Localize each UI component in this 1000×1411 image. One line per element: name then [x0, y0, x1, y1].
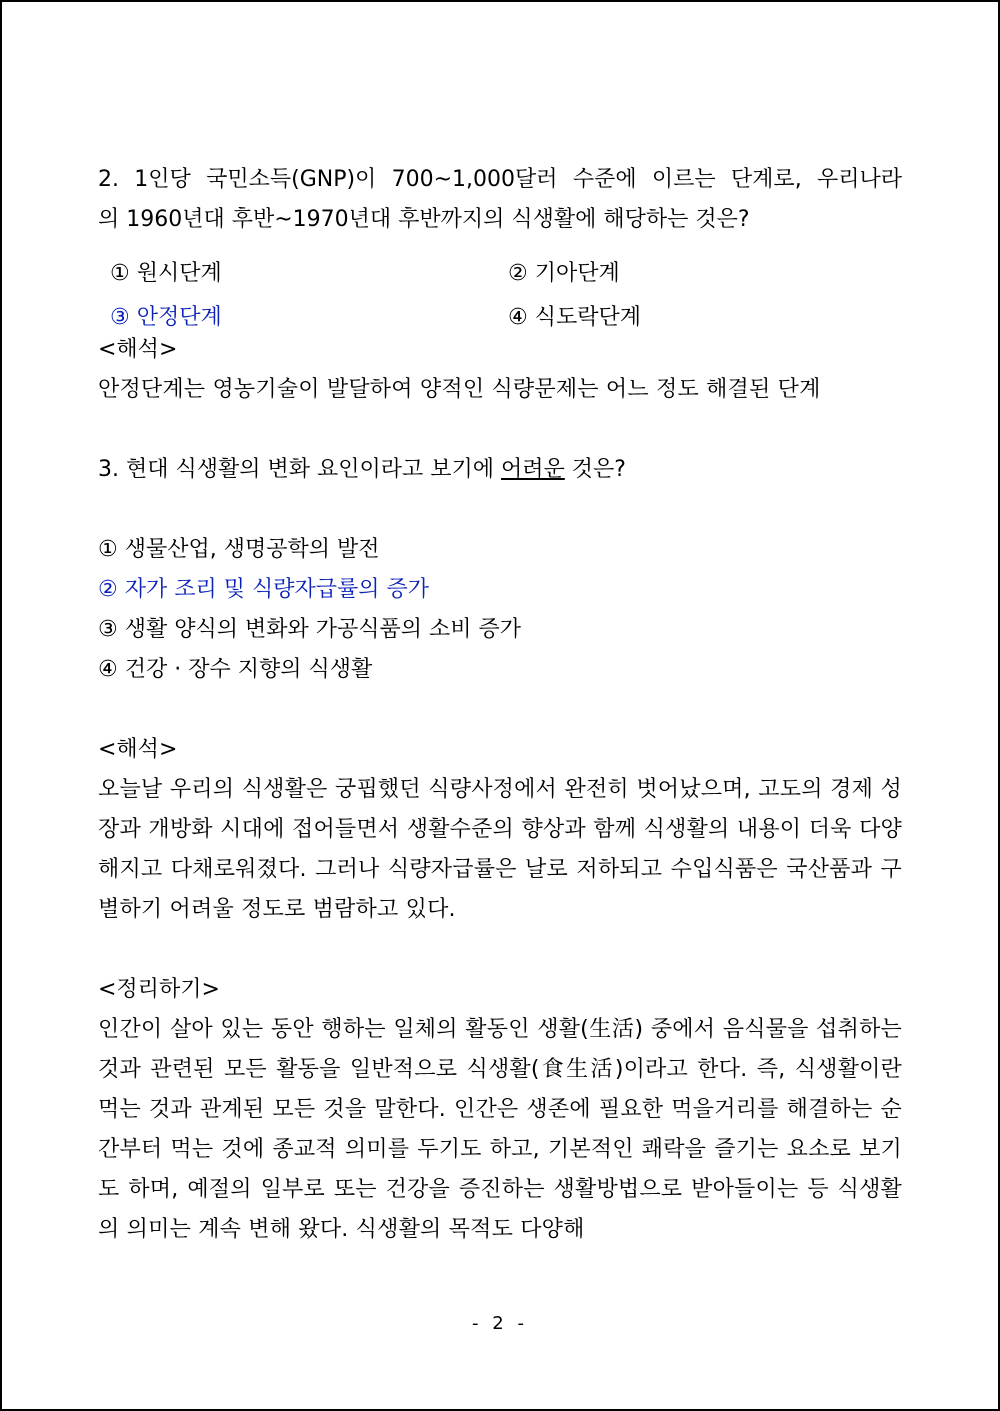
summary-section [98, 970, 902, 1250]
q3-prefix: 3. 현대 식생활의 변화 요인이라고 보기에 [98, 457, 501, 482]
question-3-text [98, 450, 902, 490]
question-2-line-2: 의 1960년대 후반~1970년대 후반까지의 식생활에 해당하는 것은? [98, 207, 750, 232]
q3-explanation-text: 오늘날 우리의 식생활은 궁핍했던 식량사정에서 완전히 벗어났으며, 고도의 경제 성장과 개방화 시대에 접어들면서 생활수준의 향상과 함께 식생활의 내용이 더욱 다양해지고 다채로워졌다. 그러나 식량자급률은 날로 저하되고 수입식품은 국산품과 구별하기 어려울 정도로 범람하고 있다. [98, 777, 902, 922]
document-page [98, 160, 902, 1250]
question-3 [98, 450, 902, 930]
question-3-options [98, 530, 902, 690]
question-2-line-1: 2. 1인당 국민소득(GNP)이 700~1,000달러 수준에 이르는 단계로, 우리나라 [98, 167, 902, 192]
q2-explanation-text: 안정단계는 영농기술이 발달하여 양적인 식량문제는 어느 정도 해결된 단계 [98, 377, 821, 402]
q2-option-3-answer: ③ 안정단계 [110, 305, 222, 330]
summary-label: <정리하기> [98, 977, 220, 1002]
q3-explanation-label: <해석> [98, 737, 178, 762]
q2-explanation-label: <해석> [98, 337, 178, 362]
question-2 [98, 160, 902, 410]
q3-option-2-answer: ② 자가 조리 및 식량자급률의 증가 [98, 577, 429, 602]
page-number: - 2 - [472, 1313, 528, 1334]
question-2-options [110, 254, 902, 338]
q3-suffix: 것은? [564, 457, 626, 482]
summary-text: 인간이 살아 있는 동안 행하는 일체의 활동인 생활(生活) 중에서 음식물을 섭취하는 것과 관련된 모든 활동을 일반적으로 식생활(食生活)이라고 한다. 즉, 식생활이란 먹는 것과 관계된 모든 것을 말한다. 인간은 생존에 필요한 먹을거리를 해결하는 순간부터 먹는 것에 종교적 의미를 두기도 하고, 기본적인 쾌락을 즐기는 요소로 보기도 하며, 예절의 일부로 또는 건강을 증진하는 생활방법으로 받아들이는 등 식생활의 의미는 계속 변해 왔다. 식생활의 목적도 다양해 [98, 1017, 902, 1242]
q3-underlined-word: 어려운 [500, 457, 565, 482]
q2-option-4: ④ 식도락단계 [508, 305, 641, 330]
q2-option-1: ① 원시단계 [110, 261, 222, 286]
q3-option-1: ① 생물산업, 생명공학의 발전 [98, 537, 380, 562]
q3-option-3: ③ 생활 양식의 변화와 가공식품의 소비 증가 [98, 617, 521, 642]
q2-option-2: ② 기아단계 [508, 261, 620, 286]
q3-option-4: ④ 건강 · 장수 지향의 식생활 [98, 657, 373, 682]
